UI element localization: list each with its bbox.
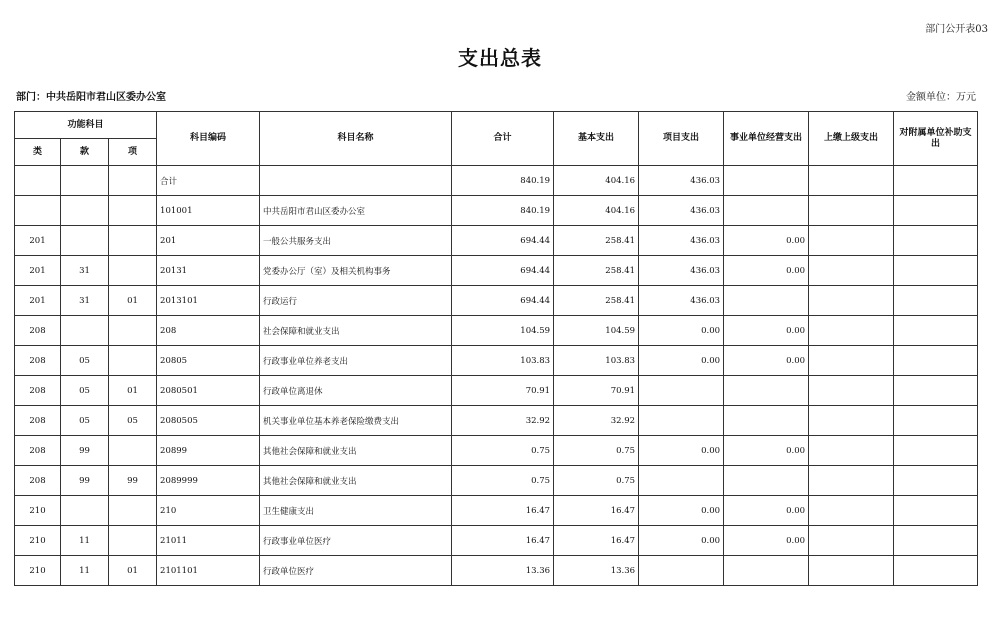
cell-total: 840.19 [452,166,554,196]
cell-kuan: 05 [61,406,109,436]
cell-project: 0.00 [639,526,724,556]
cell-xiang: 01 [109,286,157,316]
cell-business: 0.00 [724,526,809,556]
cell-project [639,466,724,496]
department-label: 部门：中共岳阳市君山区委办公室 [16,92,166,103]
table-row [15,496,978,526]
cell-lei: 210 [15,496,61,526]
cell-subsidy [894,376,978,406]
cell-subsidy [894,526,978,556]
cell-xiang [109,346,157,376]
cell-total: 0.75 [452,436,554,466]
cell-code: 2013101 [157,286,260,316]
cell-xiang [109,256,157,286]
cell-basic: 70.91 [554,376,639,406]
cell-project: 0.00 [639,346,724,376]
cell-name: 行政单位离退休 [260,376,452,406]
cell-project: 436.03 [639,286,724,316]
cell-upper [809,226,894,256]
cell-lei: 201 [15,226,61,256]
cell-kuan [61,316,109,346]
cell-xiang [109,436,157,466]
cell-xiang: 05 [109,406,157,436]
amount-unit-label: 金额单位：万元 [906,92,976,103]
table-row [15,406,978,436]
cell-subsidy [894,316,978,346]
cell-upper [809,256,894,286]
cell-total: 32.92 [452,406,554,436]
cell-total: 0.75 [452,466,554,496]
cell-upper [809,286,894,316]
cell-code: 20899 [157,436,260,466]
cell-name: 行政单位医疗 [260,556,452,586]
cell-code: 20131 [157,256,260,286]
cell-subsidy [894,436,978,466]
cell-basic: 0.75 [554,466,639,496]
cell-subsidy [894,496,978,526]
table-row [15,316,978,346]
cell-project: 436.03 [639,256,724,286]
cell-code: 2080505 [157,406,260,436]
cell-code: 2101101 [157,556,260,586]
cell-name: 行政事业单位养老支出 [260,346,452,376]
cell-name: 行政事业单位医疗 [260,526,452,556]
cell-total: 16.47 [452,496,554,526]
cell-name [260,166,452,196]
cell-lei: 208 [15,436,61,466]
cell-total: 13.36 [452,556,554,586]
cell-subsidy [894,286,978,316]
cell-project [639,376,724,406]
cell-upper [809,436,894,466]
cell-subsidy [894,346,978,376]
cell-business [724,406,809,436]
header-func-group: 功能科目 [15,112,157,139]
cell-xiang [109,526,157,556]
cell-lei: 208 [15,466,61,496]
cell-project [639,556,724,586]
table-row [15,256,978,286]
cell-code: 2080501 [157,376,260,406]
cell-lei: 208 [15,346,61,376]
header-xiang: 项 [109,139,157,166]
cell-code: 101001 [157,196,260,226]
cell-project: 436.03 [639,196,724,226]
cell-upper [809,556,894,586]
cell-name: 党委办公厅（室）及相关机构事务 [260,256,452,286]
cell-lei: 210 [15,526,61,556]
cell-code: 210 [157,496,260,526]
cell-subsidy [894,406,978,436]
cell-name: 一般公共服务支出 [260,226,452,256]
cell-code: 208 [157,316,260,346]
cell-business [724,376,809,406]
cell-code: 201 [157,226,260,256]
cell-basic: 404.16 [554,166,639,196]
cell-xiang [109,196,157,226]
table-row [15,226,978,256]
cell-total: 104.59 [452,316,554,346]
cell-total: 70.91 [452,376,554,406]
cell-code: 21011 [157,526,260,556]
cell-lei: 208 [15,406,61,436]
cell-subsidy [894,166,978,196]
table-row [15,286,978,316]
cell-lei [15,196,61,226]
cell-business [724,286,809,316]
cell-xiang: 99 [109,466,157,496]
cell-name: 行政运行 [260,286,452,316]
cell-subsidy [894,256,978,286]
cell-xiang: 01 [109,376,157,406]
cell-subsidy [894,226,978,256]
page-title: 支出总表 [458,46,542,70]
cell-basic: 404.16 [554,196,639,226]
header-business: 事业单位经营支出 [724,112,809,166]
cell-lei: 210 [15,556,61,586]
cell-business: 0.00 [724,256,809,286]
cell-upper [809,466,894,496]
cell-lei: 208 [15,376,61,406]
cell-name: 机关事业单位基本养老保险缴费支出 [260,406,452,436]
header-name: 科目名称 [260,112,452,166]
cell-code: 合计 [157,166,260,196]
cell-kuan: 31 [61,286,109,316]
cell-basic: 32.92 [554,406,639,436]
cell-basic: 258.41 [554,256,639,286]
cell-xiang: 01 [109,556,157,586]
cell-name: 其他社会保障和就业支出 [260,466,452,496]
cell-lei [15,166,61,196]
cell-kuan: 11 [61,526,109,556]
table-body [15,166,978,586]
cell-upper [809,496,894,526]
cell-total: 694.44 [452,286,554,316]
cell-upper [809,196,894,226]
table-row [15,436,978,466]
cell-basic: 13.36 [554,556,639,586]
cell-subsidy [894,196,978,226]
cell-business: 0.00 [724,226,809,256]
cell-basic: 16.47 [554,496,639,526]
cell-business: 0.00 [724,496,809,526]
cell-total: 16.47 [452,526,554,556]
header-basic: 基本支出 [554,112,639,166]
header-project: 项目支出 [639,112,724,166]
cell-lei: 201 [15,286,61,316]
cell-business: 0.00 [724,316,809,346]
cell-upper [809,406,894,436]
cell-total: 840.19 [452,196,554,226]
cell-business [724,466,809,496]
table-row [15,166,978,196]
cell-project: 436.03 [639,226,724,256]
cell-kuan: 99 [61,466,109,496]
table-row [15,466,978,496]
cell-name: 社会保障和就业支出 [260,316,452,346]
cell-lei: 208 [15,316,61,346]
cell-project: 0.00 [639,496,724,526]
cell-kuan: 11 [61,556,109,586]
cell-basic: 104.59 [554,316,639,346]
header-code: 科目编码 [157,112,260,166]
cell-name: 其他社会保障和就业支出 [260,436,452,466]
cell-basic: 258.41 [554,286,639,316]
header-upper: 上缴上级支出 [809,112,894,166]
cell-xiang [109,496,157,526]
cell-business [724,166,809,196]
table-row [15,376,978,406]
cell-basic: 16.47 [554,526,639,556]
form-number: 部门公开表03 [925,24,988,35]
cell-upper [809,376,894,406]
cell-basic: 103.83 [554,346,639,376]
cell-project: 436.03 [639,166,724,196]
cell-xiang [109,166,157,196]
header-total: 合计 [452,112,554,166]
table-row [15,196,978,226]
header-kuan: 款 [61,139,109,166]
cell-total: 103.83 [452,346,554,376]
cell-name: 卫生健康支出 [260,496,452,526]
cell-basic: 258.41 [554,226,639,256]
header-subsidy: 对附属单位补助支出 [894,112,978,166]
table-row [15,556,978,586]
cell-name: 中共岳阳市君山区委办公室 [260,196,452,226]
cell-kuan [61,196,109,226]
expenditure-table [14,111,978,586]
cell-kuan [61,226,109,256]
cell-subsidy [894,466,978,496]
cell-total: 694.44 [452,256,554,286]
cell-lei: 201 [15,256,61,286]
cell-kuan [61,496,109,526]
cell-business [724,556,809,586]
cell-xiang [109,226,157,256]
cell-kuan: 05 [61,376,109,406]
cell-kuan: 31 [61,256,109,286]
cell-project: 0.00 [639,436,724,466]
cell-kuan: 99 [61,436,109,466]
table-row [15,346,978,376]
cell-business: 0.00 [724,346,809,376]
cell-kuan [61,166,109,196]
cell-upper [809,346,894,376]
cell-xiang [109,316,157,346]
table-row [15,526,978,556]
header-lei: 类 [15,139,61,166]
cell-upper [809,316,894,346]
cell-upper [809,166,894,196]
cell-code: 20805 [157,346,260,376]
cell-project [639,406,724,436]
cell-upper [809,526,894,556]
cell-total: 694.44 [452,226,554,256]
cell-basic: 0.75 [554,436,639,466]
cell-business [724,196,809,226]
cell-business: 0.00 [724,436,809,466]
cell-project: 0.00 [639,316,724,346]
cell-code: 2089999 [157,466,260,496]
cell-subsidy [894,556,978,586]
cell-kuan: 05 [61,346,109,376]
